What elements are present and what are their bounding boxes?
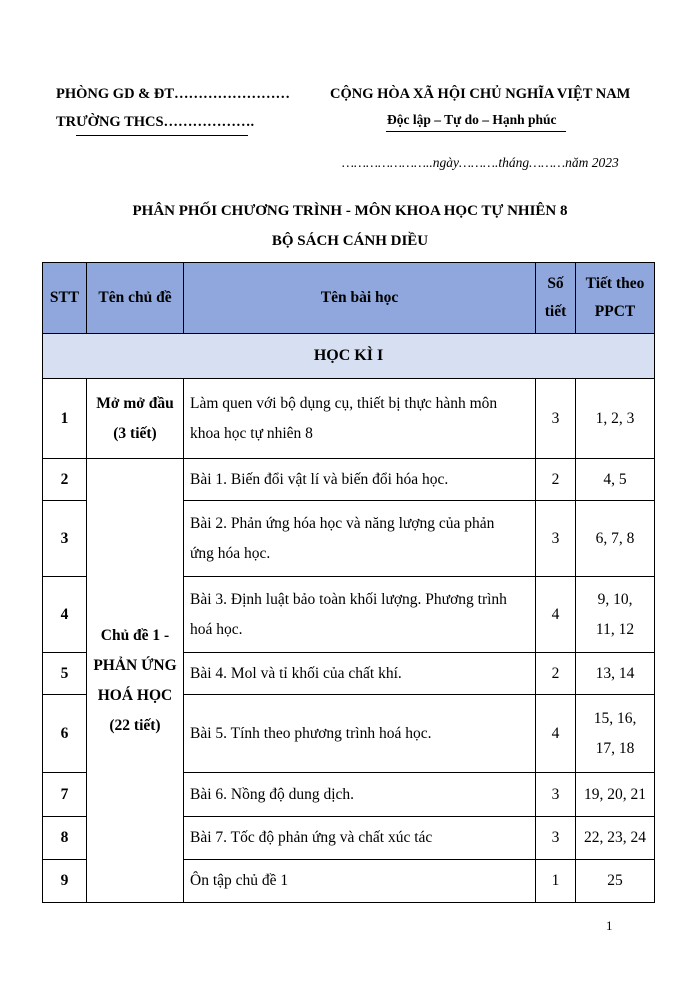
- lesson-name: Bài 7. Tốc độ phản ứng và chất xúc tác: [184, 817, 536, 860]
- table-row: [43, 459, 655, 501]
- page-number: 1: [606, 918, 613, 933]
- row-stt: 1: [43, 379, 87, 459]
- semester-label: HỌC KÌ I: [43, 334, 655, 379]
- row-ppct: 6, 7, 8: [576, 501, 655, 577]
- lesson-name: Làm quen với bộ dụng cụ, thiết bị thực hành môn khoa học tự nhiên 8: [184, 379, 536, 459]
- lesson-name: Bài 1. Biến đổi vật lí và biến đổi hóa học.: [184, 459, 536, 501]
- row-periods: 4: [536, 695, 576, 773]
- lesson-name: Bài 4. Mol và tỉ khối của chất khí.: [184, 653, 536, 695]
- row-stt: 7: [43, 773, 87, 817]
- row-stt: 4: [43, 577, 87, 653]
- motto-underline: [386, 131, 566, 132]
- country-title: CỘNG HÒA XÃ HỘI CHỦ NGHĨA VIỆT NAM: [330, 86, 631, 102]
- date-line: …………………..ngày……….tháng………năm 2023: [342, 155, 619, 170]
- row-periods: 3: [536, 817, 576, 860]
- row-stt: 9: [43, 860, 87, 903]
- row-ppct: 4, 5: [576, 459, 655, 501]
- header-stt: STT: [43, 263, 87, 334]
- lesson-name: Bài 5. Tính theo phương trình hoá học.: [184, 695, 536, 773]
- row-periods: 3: [536, 773, 576, 817]
- lesson-name: Ôn tập chủ đề 1: [184, 860, 536, 903]
- document-title: PHÂN PHỐI CHƯƠNG TRÌNH - MÔN KHOA HỌC TỰ NHIÊN 8: [132, 203, 568, 219]
- row-ppct: 25: [576, 860, 655, 903]
- row-periods: 3: [536, 379, 576, 459]
- row-ppct: 9, 10, 11, 12: [576, 577, 655, 653]
- row-stt: 3: [43, 501, 87, 577]
- row-periods: 1: [536, 860, 576, 903]
- row-ppct: 19, 20, 21: [576, 773, 655, 817]
- semester-row: [43, 334, 655, 379]
- row-ppct: 15, 16, 17, 18: [576, 695, 655, 773]
- row-ppct: 13, 14: [576, 653, 655, 695]
- header-periods: Số tiết: [536, 263, 576, 334]
- header-topic: Tên chủ đề: [87, 263, 184, 334]
- school-label: TRƯỜNG THCS……………….: [56, 114, 255, 130]
- row-ppct: 22, 23, 24: [576, 817, 655, 860]
- book-series-title: BỘ SÁCH CÁNH DIỀU: [271, 233, 429, 249]
- header-lesson: Tên bài học: [184, 263, 536, 334]
- row-periods: 3: [536, 501, 576, 577]
- department-label: PHÒNG GD & ĐT……………………: [56, 86, 291, 102]
- row-periods: 4: [536, 577, 576, 653]
- motto: Độc lập – Tự do – Hạnh phúc: [387, 112, 557, 127]
- topic-1: Chủ đề 1 - PHẢN ỨNG HOÁ HỌC (22 tiết): [87, 459, 184, 903]
- curriculum-table: [42, 262, 655, 903]
- topic-intro: Mở mở đầu (3 tiết): [87, 379, 184, 459]
- table-row: [43, 379, 655, 459]
- row-periods: 2: [536, 653, 576, 695]
- row-stt: 8: [43, 817, 87, 860]
- row-ppct: 1, 2, 3: [576, 379, 655, 459]
- row-periods: 2: [536, 459, 576, 501]
- header-ppct: Tiết theo PPCT: [576, 263, 655, 334]
- lesson-name: Bài 3. Định luật bảo toàn khối lượng. Phương trình hoá học.: [184, 577, 536, 653]
- row-stt: 2: [43, 459, 87, 501]
- lesson-name: Bài 6. Nồng độ dung dịch.: [184, 773, 536, 817]
- row-stt: 6: [43, 695, 87, 773]
- table-header-row: [43, 263, 655, 334]
- lesson-name: Bài 2. Phản ứng hóa học và năng lượng của phản ứng hóa học.: [184, 501, 536, 577]
- school-underline: [76, 135, 248, 136]
- row-stt: 5: [43, 653, 87, 695]
